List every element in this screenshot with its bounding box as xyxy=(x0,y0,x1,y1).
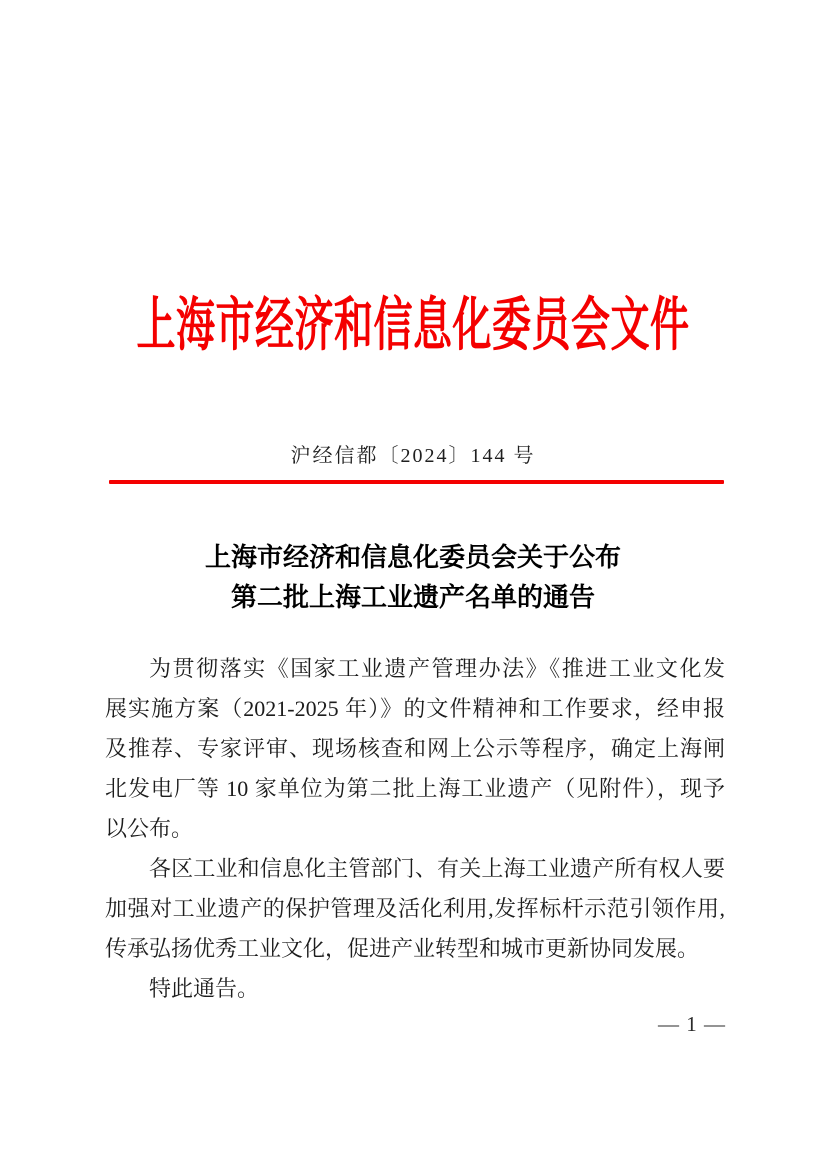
body-line: 为贯彻落实《国家工业遗产管理办法》《推进工业文化发 xyxy=(149,656,725,681)
notice-title-line2: 第二批上海工业遗产名单的通告 xyxy=(230,583,595,612)
page-number: — 1 — xyxy=(658,1012,726,1036)
body-line: 特此通告。 xyxy=(149,976,260,1001)
notice-body xyxy=(105,649,725,1009)
body-line: 传承弘扬优秀工业文化，促进产业转型和城市更新协同发展。 xyxy=(105,936,700,961)
body-line: 北发电厂等 10 家单位为第二批上海工业遗产（见附件），现予 xyxy=(105,776,725,801)
body-line: 加强对工业遗产的保护管理及活化利用,发挥标杆示范引领作用, xyxy=(105,896,725,921)
body-line: 展实施方案（2021-2025 年）》的文件精神和工作要求，经申报 xyxy=(105,696,725,721)
body-line: 及推荐、专家评审、现场核查和网上公示等程序，确定上海闸 xyxy=(105,736,725,761)
body-line: 以公布。 xyxy=(105,816,194,841)
notice-title-line1: 上海市经济和信息化委员会关于公布 xyxy=(204,543,621,572)
document-number: 沪经信都〔2024〕144 号 xyxy=(290,445,536,467)
red-divider-line xyxy=(109,480,724,484)
body-line: 各区工业和信息化主管部门、有关上海工业遗产所有权人要 xyxy=(149,856,725,881)
document-org-title: 上海市经济和信息化委员会文件 xyxy=(136,294,690,358)
notice-title xyxy=(0,538,826,618)
